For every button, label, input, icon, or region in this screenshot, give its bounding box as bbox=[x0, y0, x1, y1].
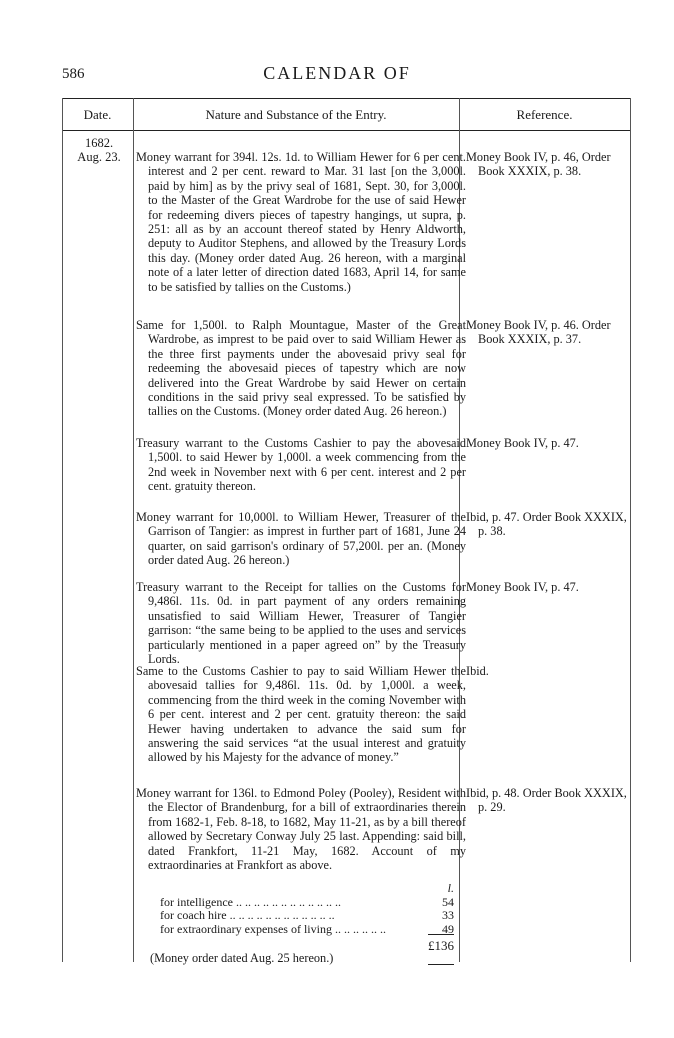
column-divider-left bbox=[62, 98, 63, 962]
column-head-nature: Nature and Substance of the Entry. bbox=[205, 107, 387, 122]
running-title: CALENDAR OF bbox=[263, 63, 411, 83]
account-row-label: for extraordinary expenses of living .. .. .. .. .. .. bbox=[160, 922, 386, 936]
page-number: 586 bbox=[62, 66, 85, 82]
account-row-label: for intelligence .. .. .. .. .. .. .. .. .. .. .. .. bbox=[160, 895, 341, 909]
entry-2-reference: Money Book IV, p. 46. Order Book XXXIX, p. 37. bbox=[466, 318, 611, 347]
account-unit-row bbox=[160, 882, 454, 896]
entry-6: Same to the Customs Cashier to pay to said William Hewer the abovesaid tallies for 9,486l. 11s. 0d. by 1,000l. a week, commencing from the third week in the coming November with 6 per cent. interest and 2 per cent. gratuity thereon: the said Hewer having undertaken to advance the said sum for answering the said services “at the usual interest and gratuity allowed by his Majesty for the advance of money.” bbox=[136, 664, 466, 765]
account-row bbox=[160, 896, 454, 910]
entry-3-reference: Money Book IV, p. 47. bbox=[466, 436, 579, 450]
account-row-amount: 33 bbox=[442, 908, 454, 922]
account-sum-rule bbox=[428, 934, 454, 935]
account-row bbox=[160, 923, 454, 937]
account-total: £136 bbox=[428, 938, 454, 953]
account-row bbox=[160, 909, 454, 923]
entry-4-reference: Ibid, p. 47. Order Book XXXIX, p. 38. bbox=[466, 510, 627, 539]
entry-7-reference: Ibid, p. 48. Order Book XXXIX, p. 29. bbox=[466, 786, 627, 815]
column-head-date: Date. bbox=[83, 107, 112, 122]
account-row-amount: 49 bbox=[442, 921, 454, 936]
entry-6-reference: Ibid. bbox=[466, 664, 489, 678]
account-row-label: for coach hire .. .. .. .. .. .. .. .. .. .. .. .. bbox=[160, 909, 335, 922]
entry-1: Money warrant for 394l. 12s. 1d. to William Hewer for 6 per cent. interest and 2 per cent. reward to Mar. 31 last [on the 3,000l. paid by him] as by the privy seal of 1681, Sept. 30, for 3,000l. to the Master of the Great Wardrobe for the use of said Hewer for redeeming divers pieces of tapestry hangings, ut supra, p. 251: all as by an account thereof stated by Henry Aldworth, deputy to Auditor Stephens, and allowed by the Treasury Lords this day. (Money order dated Aug. 26 hereon, with a marginal note of a later letter of direction dated 1683, April 14, for same to be satisfied by tallies on the Customs.) bbox=[136, 150, 466, 294]
account-unit: l. bbox=[447, 881, 454, 895]
entry-5: Treasury warrant to the Receipt for tallies on the Customs for 9,486l. 11s. 0d. in part payment of any orders remaining unsatisfied to said William Hewer, Treasurer of Tangier garrison: “the same being to be applied to the uses and services particularly mentioned in a paper agreed on” by the Treasury Lords. bbox=[136, 580, 466, 667]
entry-1-reference: Money Book IV, p. 46, Order Book XXXIX, p. 38. bbox=[466, 150, 611, 179]
account-row-amount: 54 bbox=[442, 894, 454, 909]
entry-7: Money warrant for 136l. to Edmond Poley (Pooley), Resident with the Elector of Brandenburg, for a bill of extraordinaries therein from 1682-1, Feb. 8-18, to 1682, May 11-21, as by a bill thereof allowed by Secretary Conway July 25 last. Appending: said bill, dated Frankfort, 11-21 May, 1682. Account of my extraordinaries at Frankfort as above. bbox=[136, 786, 466, 873]
header-rule bbox=[62, 130, 630, 131]
date-year: 1682. bbox=[84, 136, 114, 150]
entry-4: Money warrant for 10,000l. to William Hewer, Treasurer of the Garrison of Tangier: as imprest in further part of 1681, June 24 quarter, on said garrison's ordinary of 57,200l. per an. (Money order dated Aug. 26 hereon.) bbox=[136, 510, 466, 568]
column-head-reference: Reference. bbox=[516, 107, 573, 122]
account-table bbox=[160, 882, 454, 936]
top-rule bbox=[62, 98, 630, 99]
account-total-rule bbox=[428, 964, 454, 965]
money-order-note: (Money order dated Aug. 25 hereon.) bbox=[150, 951, 334, 965]
column-divider-date bbox=[133, 98, 134, 962]
date-day: Aug. 23. bbox=[77, 150, 121, 164]
entry-3: Treasury warrant to the Customs Cashier to pay the abovesaid 1,500l. to said Hewer by 1,000l. a week commencing from the 2nd week in November next with 6 per cent. interest and 2 per cent. gratuity thereon. bbox=[136, 436, 466, 494]
entry-2: Same for 1,500l. to Ralph Mountague, Master of the Great Wardrobe, as imprest to be paid over to said William Hewer as the three first payments under the abovesaid privy seal for redeeming the abovesaid pieces of tapestry which are now delivered into the Great Wardrobe by said Hewer on certain conditions in the said privy seal expressed. To be satisfied by tallies on the Customs. (Money order dated Aug. 26 hereon.) bbox=[136, 318, 466, 419]
entry-5-reference: Money Book IV, p. 47. bbox=[466, 580, 579, 594]
